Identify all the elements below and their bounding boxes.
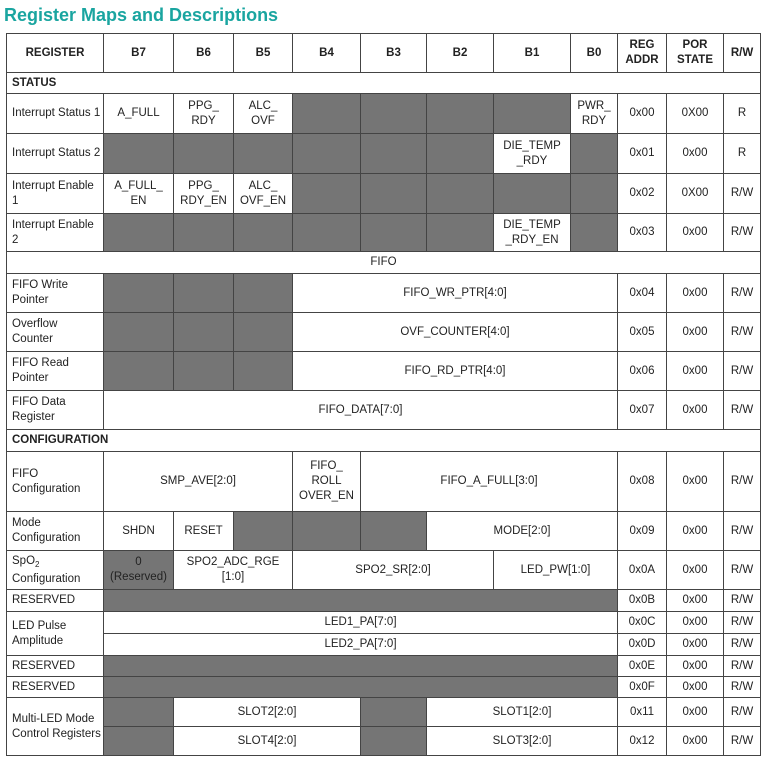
reserved-bit <box>494 174 571 214</box>
header-b6: B6 <box>174 34 234 73</box>
bit-cell: PWR_ RDY <box>571 94 618 134</box>
bit-cell: SHDN <box>104 512 174 551</box>
register-name: LED Pulse Amplitude <box>7 612 104 656</box>
table-row <box>7 634 761 656</box>
header-register: REGISTER <box>7 34 104 73</box>
table-row <box>7 727 761 756</box>
field-cell: FIFO_DATA[7:0] <box>104 391 618 430</box>
reg-addr: 0x0F <box>618 677 667 698</box>
bit-cell: ALC_ OVF_EN <box>234 174 293 214</box>
table-row <box>7 214 761 252</box>
reserved-bit <box>174 352 234 391</box>
rw: R/W <box>724 512 761 551</box>
reserved-bit-labeled: 0 (Reserved) <box>104 551 174 590</box>
register-name: Overflow Counter <box>7 313 104 352</box>
reserved-bit <box>361 134 427 174</box>
register-name: Mode Configuration <box>7 512 104 551</box>
por-state: 0x00 <box>667 551 724 590</box>
register-name: RESERVED <box>7 656 104 677</box>
reg-addr: 0x0C <box>618 612 667 634</box>
table-row <box>7 391 761 430</box>
page-title: Register Maps and Descriptions <box>4 5 279 25</box>
rw: R/W <box>724 698 761 727</box>
bit-cell: A_FULL <box>104 94 174 134</box>
rw: R/W <box>724 174 761 214</box>
reserved-bit <box>361 94 427 134</box>
reserved-bit <box>361 698 427 727</box>
section-configuration: CONFIGURATION <box>7 430 761 452</box>
register-name: Interrupt Enable 2 <box>7 214 104 252</box>
rw: R/W <box>724 452 761 512</box>
reserved-bit <box>361 512 427 551</box>
table-row <box>7 656 761 677</box>
reg-addr: 0x11 <box>618 698 667 727</box>
header-reg-addr: REG ADDR <box>618 34 667 73</box>
bit-cell: DIE_TEMP _RDY <box>494 134 571 174</box>
register-name: FIFO Read Pointer <box>7 352 104 391</box>
header-b2: B2 <box>427 34 494 73</box>
reserved-bit <box>104 274 174 313</box>
rw: R/W <box>724 352 761 391</box>
rw: R/W <box>724 677 761 698</box>
header-row <box>7 34 761 73</box>
reserved-bit <box>104 134 174 174</box>
section-row <box>7 430 761 452</box>
register-name: Multi-LED Mode Control Registers <box>7 698 104 756</box>
field-cell: LED2_PA[7:0] <box>104 634 618 656</box>
por-state: 0x00 <box>667 656 724 677</box>
field-cell: FIFO_WR_PTR[4:0] <box>293 274 618 313</box>
reserved-bit <box>494 94 571 134</box>
reserved-bit <box>427 94 494 134</box>
bit-cell: ALC_ OVF <box>234 94 293 134</box>
reserved-bit <box>293 134 361 174</box>
header-rw: R/W <box>724 34 761 73</box>
rw: R/W <box>724 656 761 677</box>
field-cell: SMP_AVE[2:0] <box>104 452 293 512</box>
por-state: 0x00 <box>667 214 724 252</box>
header-b0: B0 <box>571 34 618 73</box>
rw: R/W <box>724 214 761 252</box>
field-cell: SLOT2[2:0] <box>174 698 361 727</box>
field-cell: SPO2_ADC_RGE [1:0] <box>174 551 293 590</box>
register-name: RESERVED <box>7 590 104 612</box>
field-cell: LED1_PA[7:0] <box>104 612 618 634</box>
header-por-state: POR STATE <box>667 34 724 73</box>
reserved-bit <box>293 512 361 551</box>
rw: R/W <box>724 391 761 430</box>
reg-addr: 0x09 <box>618 512 667 551</box>
reg-addr: 0x0E <box>618 656 667 677</box>
header-b4: B4 <box>293 34 361 73</box>
rw: R/W <box>724 590 761 612</box>
reg-addr: 0x02 <box>618 174 667 214</box>
reg-addr: 0x08 <box>618 452 667 512</box>
reserved-bit <box>104 352 174 391</box>
reserved-bit <box>234 313 293 352</box>
por-state: 0X00 <box>667 174 724 214</box>
reserved-bit <box>427 174 494 214</box>
reserved-bit <box>234 512 293 551</box>
por-state: 0x00 <box>667 452 724 512</box>
register-name: Interrupt Enable 1 <box>7 174 104 214</box>
table-row <box>7 352 761 391</box>
reserved-bit <box>174 214 234 252</box>
field-cell: OVF_COUNTER[4:0] <box>293 313 618 352</box>
table-row <box>7 677 761 698</box>
reserved-bit <box>293 94 361 134</box>
register-name-subscript: 2 <box>35 559 40 569</box>
reserved-bit <box>104 698 174 727</box>
reserved-bit <box>361 727 427 756</box>
table-row <box>7 313 761 352</box>
register-name <box>7 551 104 590</box>
header-b5: B5 <box>234 34 293 73</box>
reserved-bit <box>234 352 293 391</box>
table-row <box>7 274 761 313</box>
reserved-bit <box>427 134 494 174</box>
register-map-table <box>6 33 761 756</box>
por-state: 0x00 <box>667 391 724 430</box>
table-row <box>7 551 761 590</box>
register-name: FIFO Configuration <box>7 452 104 512</box>
table-row <box>7 512 761 551</box>
reserved-bit <box>361 174 427 214</box>
register-name: Interrupt Status 1 <box>7 94 104 134</box>
table-row <box>7 698 761 727</box>
por-state: 0x00 <box>667 677 724 698</box>
reserved-field <box>104 590 618 612</box>
reserved-bit <box>293 174 361 214</box>
header-b3: B3 <box>361 34 427 73</box>
reserved-bit <box>427 214 494 252</box>
register-name: Interrupt Status 2 <box>7 134 104 174</box>
por-state: 0x00 <box>667 274 724 313</box>
section-fifo: FIFO <box>7 252 761 274</box>
register-name: RESERVED <box>7 677 104 698</box>
reserved-bit <box>174 313 234 352</box>
reg-addr: 0x0A <box>618 551 667 590</box>
reserved-field <box>104 656 618 677</box>
reserved-bit <box>104 214 174 252</box>
por-state: 0x00 <box>667 134 724 174</box>
rw: R <box>724 134 761 174</box>
por-state: 0x00 <box>667 512 724 551</box>
reg-addr: 0x06 <box>618 352 667 391</box>
field-cell: MODE[2:0] <box>427 512 618 551</box>
reserved-bit <box>293 214 361 252</box>
rw: R/W <box>724 634 761 656</box>
reg-addr: 0x05 <box>618 313 667 352</box>
table-row <box>7 452 761 512</box>
reserved-bit <box>104 313 174 352</box>
bit-cell: RESET <box>174 512 234 551</box>
por-state: 0X00 <box>667 94 724 134</box>
register-name: FIFO Data Register <box>7 391 104 430</box>
field-cell: LED_PW[1:0] <box>494 551 618 590</box>
rw: R/W <box>724 727 761 756</box>
por-state: 0x00 <box>667 727 724 756</box>
register-name-prefix: SpO <box>12 554 36 567</box>
table-row <box>7 134 761 174</box>
reg-addr: 0x00 <box>618 94 667 134</box>
reserved-field <box>104 677 618 698</box>
section-status: STATUS <box>7 73 761 94</box>
reg-addr: 0x12 <box>618 727 667 756</box>
por-state: 0x00 <box>667 352 724 391</box>
reserved-bit <box>234 274 293 313</box>
bit-cell: A_FULL_ EN <box>104 174 174 214</box>
field-cell: SLOT3[2:0] <box>427 727 618 756</box>
field-cell: FIFO_RD_PTR[4:0] <box>293 352 618 391</box>
por-state: 0x00 <box>667 698 724 727</box>
reserved-bit <box>174 274 234 313</box>
register-name: FIFO Write Pointer <box>7 274 104 313</box>
por-state: 0x00 <box>667 612 724 634</box>
rw: R/W <box>724 313 761 352</box>
table-row <box>7 174 761 214</box>
table-row <box>7 612 761 634</box>
reg-addr: 0x03 <box>618 214 667 252</box>
field-cell: SPO2_SR[2:0] <box>293 551 494 590</box>
table-row <box>7 590 761 612</box>
rw: R <box>724 94 761 134</box>
field-cell: FIFO_A_FULL[3:0] <box>361 452 618 512</box>
field-cell: SLOT1[2:0] <box>427 698 618 727</box>
reserved-bit <box>571 134 618 174</box>
rw: R/W <box>724 551 761 590</box>
reserved-bit <box>361 214 427 252</box>
reg-addr: 0x0B <box>618 590 667 612</box>
por-state: 0x00 <box>667 313 724 352</box>
reserved-bit <box>234 214 293 252</box>
section-row <box>7 73 761 94</box>
reg-addr: 0x04 <box>618 274 667 313</box>
register-name-suffix: Configuration <box>12 572 81 585</box>
por-state: 0x00 <box>667 634 724 656</box>
bit-cell: PPG_ RDY <box>174 94 234 134</box>
reserved-bit <box>571 214 618 252</box>
reserved-bit <box>571 174 618 214</box>
reserved-bit <box>104 727 174 756</box>
field-cell: SLOT4[2:0] <box>174 727 361 756</box>
rw: R/W <box>724 274 761 313</box>
bit-cell: PPG_ RDY_EN <box>174 174 234 214</box>
reg-addr: 0x0D <box>618 634 667 656</box>
header-b1: B1 <box>494 34 571 73</box>
table-row <box>7 94 761 134</box>
reserved-bit <box>174 134 234 174</box>
bit-cell: DIE_TEMP _RDY_EN <box>494 214 571 252</box>
por-state: 0x00 <box>667 590 724 612</box>
rw: R/W <box>724 612 761 634</box>
bit-cell: FIFO_ ROLL OVER_EN <box>293 452 361 512</box>
reserved-bit <box>234 134 293 174</box>
header-b7: B7 <box>104 34 174 73</box>
reg-addr: 0x07 <box>618 391 667 430</box>
reg-addr: 0x01 <box>618 134 667 174</box>
section-row <box>7 252 761 274</box>
